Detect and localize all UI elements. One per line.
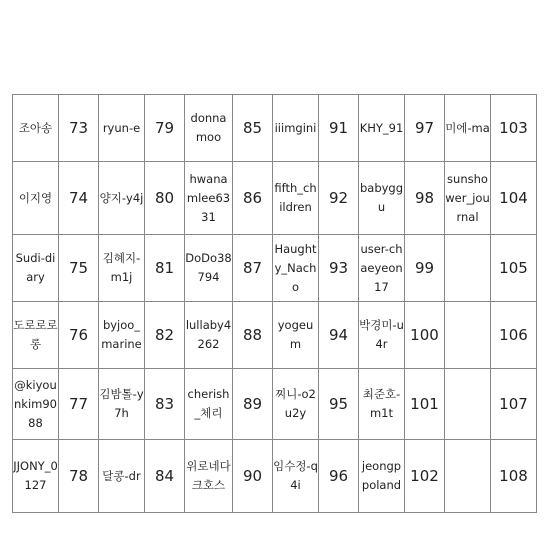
number-cell: 103	[491, 95, 537, 162]
name-cell: ryun-e	[99, 95, 145, 162]
number-cell: 101	[405, 369, 445, 440]
number-cell: 102	[405, 440, 445, 513]
number-cell: 96	[319, 440, 359, 513]
number-cell: 74	[59, 162, 99, 235]
name-cell: 달콩-dr	[99, 440, 145, 513]
name-cell	[445, 302, 491, 369]
number-cell: 94	[319, 302, 359, 369]
name-cell: sunshower_journal	[445, 162, 491, 235]
participant-table	[12, 94, 537, 513]
name-cell: 도로로로롱	[13, 302, 59, 369]
number-cell: 76	[59, 302, 99, 369]
number-cell: 93	[319, 235, 359, 302]
table-row	[13, 162, 537, 235]
name-cell: 김밤톨-y7h	[99, 369, 145, 440]
number-cell: 77	[59, 369, 99, 440]
number-cell: 99	[405, 235, 445, 302]
name-cell: 임수정-q4i	[273, 440, 319, 513]
name-cell: Sudi-diary	[13, 235, 59, 302]
name-cell: hwanamlee6331	[185, 162, 233, 235]
number-cell: 100	[405, 302, 445, 369]
number-cell: 73	[59, 95, 99, 162]
number-cell: 84	[145, 440, 185, 513]
number-cell: 83	[145, 369, 185, 440]
number-cell: 98	[405, 162, 445, 235]
name-cell: user-chaeyeon17	[359, 235, 405, 302]
name-cell: 위로네다크호스	[185, 440, 233, 513]
name-cell: fifth_children	[273, 162, 319, 235]
number-cell: 88	[233, 302, 273, 369]
name-cell: JJONY_0127	[13, 440, 59, 513]
name-cell: 박경미-u4r	[359, 302, 405, 369]
name-cell: byjoo_marine	[99, 302, 145, 369]
number-cell: 91	[319, 95, 359, 162]
number-cell: 80	[145, 162, 185, 235]
number-cell: 90	[233, 440, 273, 513]
name-cell: Haughty_Nacho	[273, 235, 319, 302]
name-cell	[445, 440, 491, 513]
number-cell: 87	[233, 235, 273, 302]
name-cell: @kiyounkim9088	[13, 369, 59, 440]
name-cell: 이지영	[13, 162, 59, 235]
table-row	[13, 235, 537, 302]
number-cell: 82	[145, 302, 185, 369]
table-row	[13, 302, 537, 369]
name-cell: babyggu	[359, 162, 405, 235]
table-row	[13, 369, 537, 440]
name-cell: 김혜지-m1j	[99, 235, 145, 302]
number-cell: 107	[491, 369, 537, 440]
name-cell: 최준호-m1t	[359, 369, 405, 440]
name-cell: donnamoo	[185, 95, 233, 162]
name-cell: 양지-y4j	[99, 162, 145, 235]
name-cell: KHY_91	[359, 95, 405, 162]
name-cell: 미에-ma	[445, 95, 491, 162]
table-row	[13, 95, 537, 162]
number-cell: 92	[319, 162, 359, 235]
number-cell: 106	[491, 302, 537, 369]
number-cell: 75	[59, 235, 99, 302]
name-cell: 조아송	[13, 95, 59, 162]
number-cell: 85	[233, 95, 273, 162]
name-cell: lullaby4262	[185, 302, 233, 369]
number-cell: 104	[491, 162, 537, 235]
number-cell: 97	[405, 95, 445, 162]
number-cell: 95	[319, 369, 359, 440]
number-cell: 81	[145, 235, 185, 302]
name-cell: DoDo38794	[185, 235, 233, 302]
name-cell	[445, 369, 491, 440]
number-cell: 108	[491, 440, 537, 513]
number-cell: 86	[233, 162, 273, 235]
table-row	[13, 440, 537, 513]
name-cell	[445, 235, 491, 302]
number-cell: 78	[59, 440, 99, 513]
number-cell: 105	[491, 235, 537, 302]
name-cell: 찌니-o2u2y	[273, 369, 319, 440]
name-cell: jeongppoland	[359, 440, 405, 513]
number-cell: 79	[145, 95, 185, 162]
name-cell: cherish_체리	[185, 369, 233, 440]
number-cell: 89	[233, 369, 273, 440]
name-cell: yogeum	[273, 302, 319, 369]
name-cell: iiimgini	[273, 95, 319, 162]
